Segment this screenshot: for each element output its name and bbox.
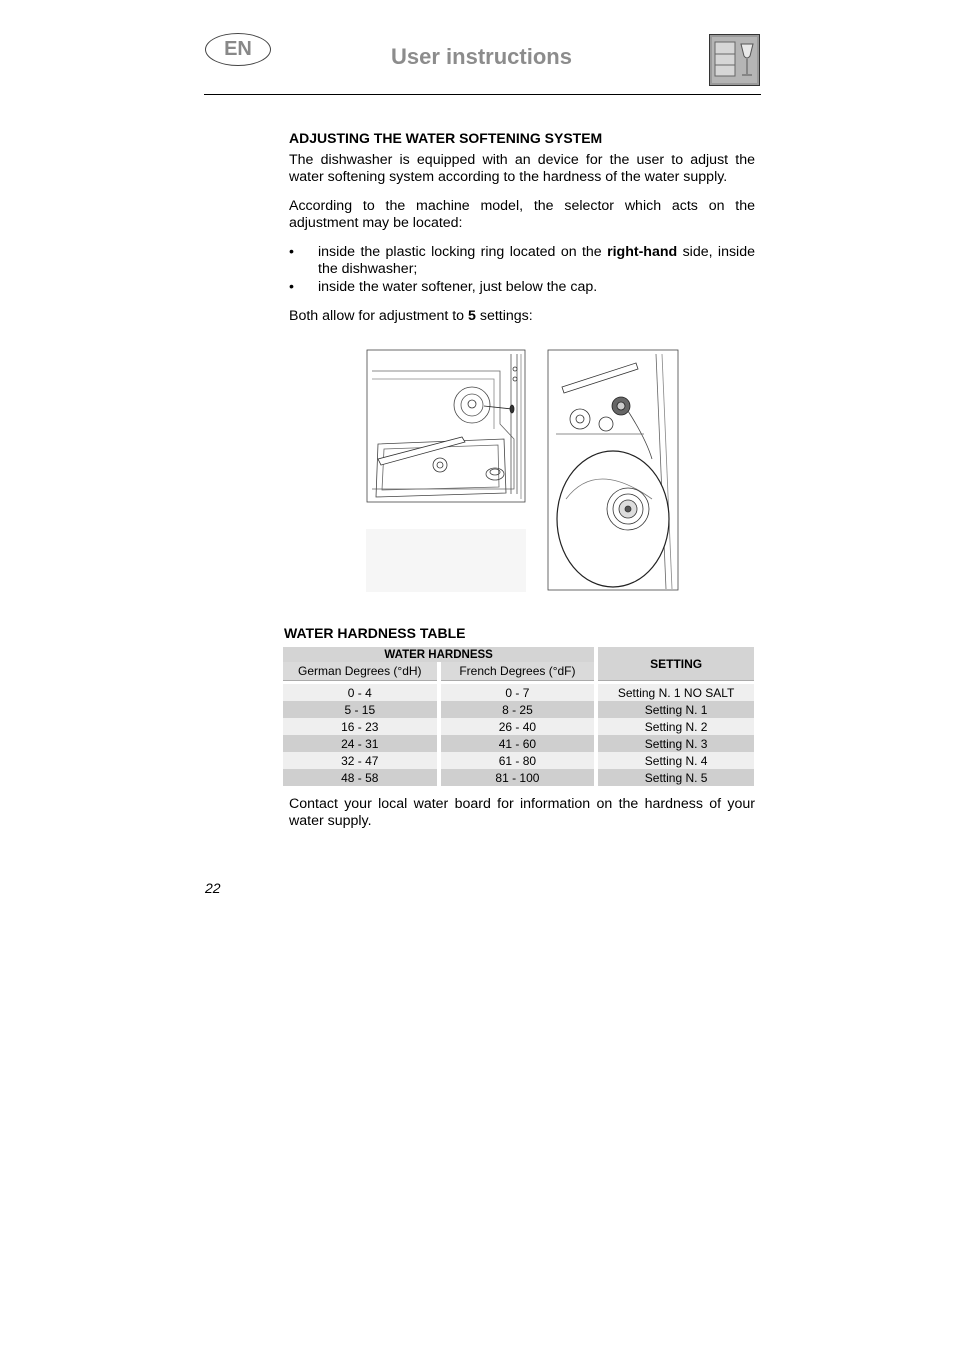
softener-location-illustration	[366, 349, 680, 592]
page-number: 22	[205, 880, 221, 896]
location-paragraph: According to the machine model, the selector which acts on the adjustment may be located:	[289, 198, 755, 231]
table-row: 0 - 4 0 - 7 Setting N. 1 NO SALT	[283, 684, 754, 701]
location-list	[289, 244, 755, 296]
table-row: 48 - 58 81 - 100 Setting N. 5	[283, 769, 754, 786]
list-item: • inside the plastic locking ring located on the right-hand side, inside the dishwasher;	[289, 244, 755, 277]
table-row: 24 - 31 41 - 60 Setting N. 3	[283, 735, 754, 752]
table-row: 5 - 15 8 - 25 Setting N. 1	[283, 701, 754, 718]
list-item: • inside the water softener, just below the cap.	[289, 279, 598, 295]
table-group-header: WATER HARDNESS	[283, 647, 594, 662]
table-header-german: German Degrees (°dH)	[283, 662, 437, 681]
settings-paragraph: Both allow for adjustment to 5 settings:	[289, 308, 533, 324]
page-title: User instructions	[391, 44, 572, 69]
water-hardness-table	[279, 647, 758, 786]
table-row: 32 - 47 61 - 80 Setting N. 4	[283, 752, 754, 769]
section-heading: ADJUSTING THE WATER SOFTENING SYSTEM	[289, 130, 603, 146]
table-header-setting: SETTING	[598, 647, 754, 681]
dishwasher-interior-drawing	[367, 350, 525, 502]
intro-paragraph: The dishwasher is equipped with an device for the user to adjust the water softening system according to the hardness of the water supply.	[289, 152, 755, 185]
table-header-french: French Degrees (°dF)	[441, 662, 595, 681]
language-badge: EN	[205, 33, 271, 66]
table-title: WATER HARDNESS TABLE	[284, 625, 466, 641]
water-softener-drawing	[548, 350, 678, 590]
header-divider	[204, 94, 761, 95]
content	[289, 130, 755, 337]
dishwasher-logo-icon	[709, 34, 760, 86]
closing-note: Contact your local water board for information on the hardness of your water supply.	[289, 796, 755, 829]
table-row: 16 - 23 26 - 40 Setting N. 2	[283, 718, 754, 735]
